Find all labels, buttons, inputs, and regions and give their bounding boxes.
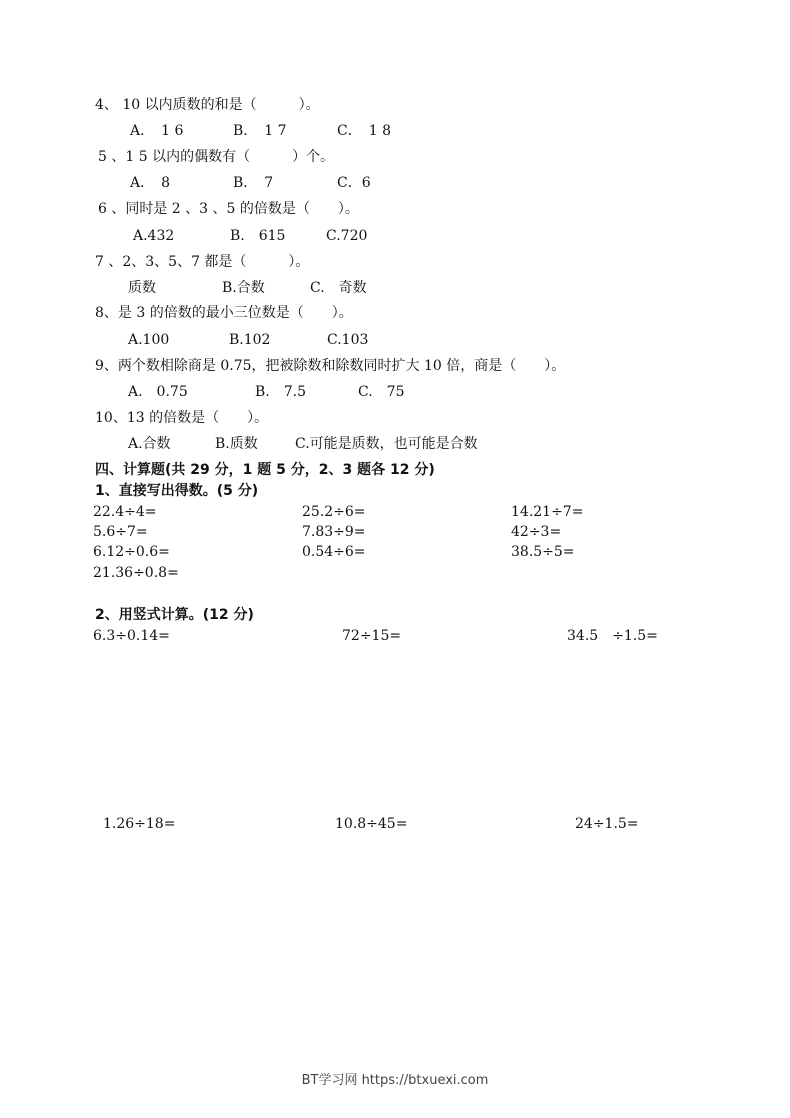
question-text: 7 、2、3、5、7 都是（ ）。	[95, 254, 310, 270]
option-b: B. 615	[230, 228, 286, 244]
question-text: 9、两个数相除商是 0.75，把被除数和除数同时扩大 10 倍，商是（ ）。	[95, 358, 566, 374]
option-b: B． 7	[233, 175, 274, 191]
footer-watermark: BT学习网 https://btxuexi.com	[301, 1073, 489, 1088]
option-c: C. 奇数	[310, 280, 367, 296]
part2-heading: 2、用竖式计算。(12 分)	[95, 607, 254, 623]
question-text: 5 、1 5 以内的偶数有（ ）个。	[98, 149, 335, 165]
option-b: B． 1 7	[233, 123, 287, 139]
option-b: B.质数	[215, 436, 258, 452]
calc-item: 0.54÷6=	[302, 544, 366, 560]
vertical-calc-item: 10.8÷45=	[335, 816, 408, 832]
calc-item: 7.83÷9=	[302, 524, 366, 540]
vertical-calc-item: 6.3÷0.14=	[93, 628, 170, 644]
option-b: B. 7.5	[255, 384, 307, 400]
option-a: A. 0.75	[128, 384, 188, 400]
option-a: A.432	[133, 228, 175, 244]
calc-item: 22.4÷4=	[93, 504, 157, 520]
option-c: C. 75	[358, 384, 405, 400]
calc-item: 21.36÷0.8=	[93, 565, 179, 581]
question-text: 10、13 的倍数是（ ）。	[95, 410, 269, 426]
question-text: 6 、同时是 2 、3 、5 的倍数是（ ）。	[98, 201, 359, 217]
option-c: C． 1 8	[337, 123, 391, 139]
vertical-calc-item: 34.5 ÷1.5=	[567, 628, 658, 644]
option-c: C.可能是质数，也可能是合数	[295, 436, 478, 452]
vertical-calc-item: 72÷15=	[342, 628, 402, 644]
option-c: C．6	[337, 175, 371, 191]
option-a: A.100	[128, 332, 170, 348]
vertical-calc-item: 1.26÷18=	[103, 816, 176, 832]
calc-item: 6.12÷0.6=	[93, 544, 170, 560]
option-c: C.103	[327, 332, 369, 348]
vertical-calc-item: 24÷1.5=	[575, 816, 639, 832]
part1-heading: 1、直接写出得数。(5 分)	[95, 483, 259, 499]
option-a: A.合数	[128, 436, 171, 452]
option-a: A． 8	[130, 175, 171, 191]
option-a: 质数	[128, 280, 156, 296]
calc-item: 42÷3=	[511, 524, 562, 540]
calc-item: 5.6÷7=	[93, 524, 148, 540]
option-a: A． 1 6	[130, 123, 184, 139]
question-text: 4、 10 以内质数的和是（ ）。	[95, 97, 320, 113]
question-text: 8、是 3 的倍数的最小三位数是（ ）。	[95, 305, 353, 321]
calc-item: 38.5÷5=	[511, 544, 575, 560]
calc-item: 25.2÷6=	[302, 504, 366, 520]
section-heading: 四、计算题(共 29 分，1 题 5 分，2、3 题各 12 分)	[95, 462, 435, 478]
calc-item: 14.21÷7=	[511, 504, 584, 520]
option-c: C.720	[326, 228, 368, 244]
option-b: B.102	[229, 332, 271, 348]
option-b: B.合数	[222, 280, 265, 296]
